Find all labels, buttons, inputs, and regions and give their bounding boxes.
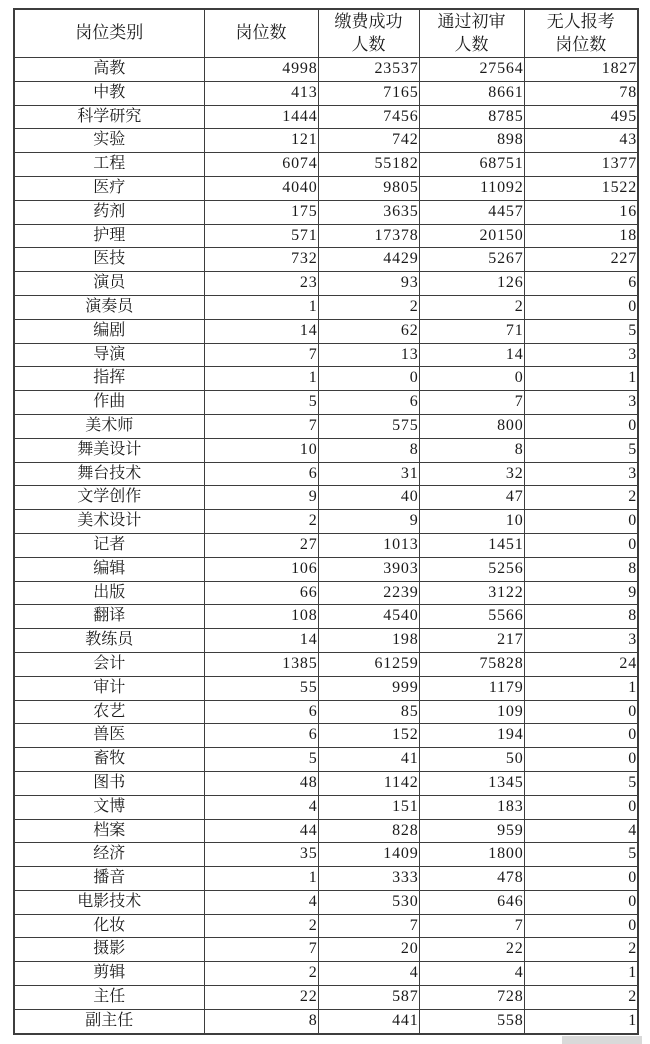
table-row [14,272,638,296]
no-applicant-positions-cell: 1 [524,962,638,986]
positions-count-cell: 106 [204,557,318,581]
positions-count-cell: 4998 [204,58,318,82]
no-applicant-positions-cell: 0 [524,795,638,819]
column-header-line: 人数 [351,34,386,54]
table-row [14,391,638,415]
table-row [14,676,638,700]
no-applicant-positions-cell: 2 [524,938,638,962]
column-header-line: 岗位数 [235,23,287,43]
table-row [14,510,638,534]
positions-count-cell: 175 [204,200,318,224]
positions-count-cell: 27 [204,533,318,557]
paid-success-count-cell: 8 [318,438,419,462]
paid-success-count-cell: 4429 [318,248,419,272]
scan-artifact [562,1036,642,1044]
table-row [14,200,638,224]
paid-success-count-cell: 1142 [318,771,419,795]
passed-review-count-cell: 20150 [419,224,524,248]
table-row [14,795,638,819]
recruitment-stats-table [13,8,639,1035]
category-cell: 作曲 [14,391,204,415]
paid-success-count-cell: 152 [318,724,419,748]
paid-success-count-cell: 1013 [318,533,419,557]
passed-review-count-cell: 109 [419,700,524,724]
paid-success-count-cell: 9 [318,510,419,534]
positions-count-cell: 1 [204,867,318,891]
column-header-line: 人数 [454,34,489,54]
no-applicant-positions-cell: 5 [524,843,638,867]
paid-success-count-cell: 742 [318,129,419,153]
positions-count-cell: 35 [204,843,318,867]
positions-count-cell: 14 [204,629,318,653]
positions-count-cell: 7 [204,343,318,367]
paid-success-count-cell: 7 [318,914,419,938]
table-row [14,105,638,129]
table-row [14,462,638,486]
no-applicant-positions-cell: 3 [524,462,638,486]
paid-success-count-cell: 40 [318,486,419,510]
paid-success-count-cell: 4 [318,962,419,986]
passed-review-count-cell: 8785 [419,105,524,129]
passed-review-count-cell: 1345 [419,771,524,795]
category-cell: 播音 [14,867,204,891]
no-applicant-positions-cell: 1827 [524,58,638,82]
positions-count-cell: 8 [204,1009,318,1033]
no-applicant-positions-cell: 9 [524,581,638,605]
positions-count-cell: 1 [204,367,318,391]
passed-review-count-cell: 558 [419,1009,524,1033]
positions-count-cell: 1444 [204,105,318,129]
passed-review-count-cell: 800 [419,414,524,438]
category-cell: 医疗 [14,176,204,200]
column-header-line: 岗位数 [555,34,607,54]
passed-review-count-cell: 47 [419,486,524,510]
passed-review-count-cell: 5256 [419,557,524,581]
positions-count-cell: 7 [204,938,318,962]
category-cell: 摄影 [14,938,204,962]
no-applicant-positions-cell: 1522 [524,176,638,200]
paid-success-count-cell: 41 [318,748,419,772]
table-row [14,129,638,153]
no-applicant-positions-cell: 1 [524,367,638,391]
category-cell: 工程 [14,153,204,177]
no-applicant-positions-cell: 2 [524,986,638,1010]
positions-count-cell: 66 [204,581,318,605]
paid-success-count-cell: 151 [318,795,419,819]
table-row [14,867,638,891]
paid-success-count-cell: 23537 [318,58,419,82]
table-row [14,843,638,867]
no-applicant-positions-cell: 24 [524,652,638,676]
no-applicant-positions-cell: 5 [524,438,638,462]
paid-success-count-cell: 31 [318,462,419,486]
positions-count-cell: 48 [204,771,318,795]
paid-success-count-cell: 55182 [318,153,419,177]
positions-count-cell: 5 [204,391,318,415]
positions-count-cell: 5 [204,748,318,772]
passed-review-count-cell: 8661 [419,81,524,105]
table-row [14,533,638,557]
category-cell: 实验 [14,129,204,153]
category-cell: 主任 [14,986,204,1010]
category-cell: 编辑 [14,557,204,581]
table-row [14,319,638,343]
no-applicant-positions-cell: 18 [524,224,638,248]
paid-success-count-cell: 333 [318,867,419,891]
category-cell: 审计 [14,676,204,700]
passed-review-count-cell: 4 [419,962,524,986]
table-row [14,938,638,962]
no-applicant-positions-cell: 8 [524,557,638,581]
no-applicant-positions-cell: 16 [524,200,638,224]
paid-success-count-cell: 198 [318,629,419,653]
positions-count-cell: 10 [204,438,318,462]
passed-review-count-cell: 1179 [419,676,524,700]
category-cell: 化妆 [14,914,204,938]
passed-review-count-cell: 10 [419,510,524,534]
passed-review-count-cell: 8 [419,438,524,462]
table-row [14,962,638,986]
category-cell: 剪辑 [14,962,204,986]
no-applicant-positions-cell: 43 [524,129,638,153]
positions-count-cell: 121 [204,129,318,153]
positions-count-cell: 2 [204,914,318,938]
no-applicant-positions-cell: 0 [524,890,638,914]
positions-count-cell: 2 [204,510,318,534]
paid-success-count-cell: 530 [318,890,419,914]
paid-success-count-cell: 7165 [318,81,419,105]
passed-review-count-cell: 3122 [419,581,524,605]
positions-count-cell: 4040 [204,176,318,200]
passed-review-count-cell: 22 [419,938,524,962]
passed-review-count-cell: 27564 [419,58,524,82]
positions-count-cell: 6 [204,462,318,486]
positions-count-cell: 7 [204,414,318,438]
passed-review-count-cell: 4457 [419,200,524,224]
passed-review-count-cell: 0 [419,367,524,391]
category-cell: 美术师 [14,414,204,438]
paid-success-count-cell: 93 [318,272,419,296]
table-row [14,224,638,248]
paid-success-count-cell: 3635 [318,200,419,224]
no-applicant-positions-cell: 5 [524,319,638,343]
category-cell: 畜牧 [14,748,204,772]
passed-review-count-cell: 646 [419,890,524,914]
no-applicant-positions-cell: 0 [524,867,638,891]
passed-review-count-cell: 2 [419,295,524,319]
category-cell: 编剧 [14,319,204,343]
passed-review-count-cell: 126 [419,272,524,296]
category-cell: 文博 [14,795,204,819]
no-applicant-positions-cell: 78 [524,81,638,105]
no-applicant-positions-cell: 1377 [524,153,638,177]
table-row [14,914,638,938]
positions-count-cell: 23 [204,272,318,296]
table-row [14,1009,638,1033]
passed-review-count-cell: 75828 [419,652,524,676]
table-row [14,58,638,82]
table-header-row [14,9,638,58]
positions-count-cell: 44 [204,819,318,843]
no-applicant-positions-cell: 3 [524,343,638,367]
positions-count-cell: 108 [204,605,318,629]
category-cell: 药剂 [14,200,204,224]
paid-success-count-cell: 17378 [318,224,419,248]
positions-count-cell: 4 [204,890,318,914]
no-applicant-positions-cell: 1 [524,1009,638,1033]
table-row [14,605,638,629]
column-header-line: 岗位类别 [75,23,144,43]
table-row [14,748,638,772]
passed-review-count-cell: 7 [419,914,524,938]
category-cell: 农艺 [14,700,204,724]
no-applicant-positions-cell: 0 [524,748,638,772]
no-applicant-positions-cell: 0 [524,724,638,748]
table-row [14,295,638,319]
no-applicant-positions-cell: 3 [524,629,638,653]
paid-success-count-cell: 441 [318,1009,419,1033]
table-row [14,414,638,438]
category-cell: 电影技术 [14,890,204,914]
table-row [14,771,638,795]
passed-review-count-cell: 194 [419,724,524,748]
paid-success-count-cell: 13 [318,343,419,367]
no-applicant-positions-cell: 0 [524,295,638,319]
column-header [419,9,524,58]
paid-success-count-cell: 7456 [318,105,419,129]
no-applicant-positions-cell: 5 [524,771,638,795]
positions-count-cell: 14 [204,319,318,343]
table-row [14,724,638,748]
paid-success-count-cell: 575 [318,414,419,438]
table-row [14,248,638,272]
category-cell: 美术设计 [14,510,204,534]
category-cell: 出版 [14,581,204,605]
table-row [14,153,638,177]
passed-review-count-cell: 728 [419,986,524,1010]
table-row [14,367,638,391]
paid-success-count-cell: 6 [318,391,419,415]
category-cell: 记者 [14,533,204,557]
paid-success-count-cell: 2 [318,295,419,319]
category-cell: 舞美设计 [14,438,204,462]
positions-count-cell: 413 [204,81,318,105]
category-cell: 图书 [14,771,204,795]
column-header [318,9,419,58]
category-cell: 档案 [14,819,204,843]
no-applicant-positions-cell: 227 [524,248,638,272]
paid-success-count-cell: 20 [318,938,419,962]
paid-success-count-cell: 0 [318,367,419,391]
positions-count-cell: 6 [204,700,318,724]
no-applicant-positions-cell: 4 [524,819,638,843]
category-cell: 演奏员 [14,295,204,319]
column-header-line: 缴费成功 [334,11,403,31]
category-cell: 中教 [14,81,204,105]
positions-count-cell: 6074 [204,153,318,177]
table-row [14,819,638,843]
column-header [14,9,204,58]
no-applicant-positions-cell: 8 [524,605,638,629]
positions-count-cell: 22 [204,986,318,1010]
passed-review-count-cell: 14 [419,343,524,367]
positions-count-cell: 4 [204,795,318,819]
positions-count-cell: 55 [204,676,318,700]
table-row [14,343,638,367]
table-row [14,438,638,462]
passed-review-count-cell: 11092 [419,176,524,200]
category-cell: 经济 [14,843,204,867]
column-header-line: 无人报考 [546,11,615,31]
passed-review-count-cell: 1800 [419,843,524,867]
table-row [14,581,638,605]
no-applicant-positions-cell: 2 [524,486,638,510]
no-applicant-positions-cell: 6 [524,272,638,296]
category-cell: 医技 [14,248,204,272]
positions-count-cell: 2 [204,962,318,986]
column-header [524,9,638,58]
no-applicant-positions-cell: 495 [524,105,638,129]
table-row [14,557,638,581]
passed-review-count-cell: 5267 [419,248,524,272]
passed-review-count-cell: 5566 [419,605,524,629]
table-row [14,176,638,200]
no-applicant-positions-cell: 0 [524,914,638,938]
positions-count-cell: 732 [204,248,318,272]
paid-success-count-cell: 9805 [318,176,419,200]
category-cell: 文学创作 [14,486,204,510]
table-row [14,986,638,1010]
positions-count-cell: 1 [204,295,318,319]
table-row [14,890,638,914]
category-cell: 科学研究 [14,105,204,129]
paid-success-count-cell: 85 [318,700,419,724]
category-cell: 护理 [14,224,204,248]
category-cell: 舞台技术 [14,462,204,486]
passed-review-count-cell: 68751 [419,153,524,177]
table-row [14,81,638,105]
passed-review-count-cell: 183 [419,795,524,819]
passed-review-count-cell: 898 [419,129,524,153]
passed-review-count-cell: 959 [419,819,524,843]
column-header [204,9,318,58]
table-row [14,700,638,724]
category-cell: 导演 [14,343,204,367]
paid-success-count-cell: 828 [318,819,419,843]
passed-review-count-cell: 217 [419,629,524,653]
passed-review-count-cell: 71 [419,319,524,343]
category-cell: 翻译 [14,605,204,629]
positions-count-cell: 1385 [204,652,318,676]
paid-success-count-cell: 61259 [318,652,419,676]
paid-success-count-cell: 999 [318,676,419,700]
column-header-line: 通过初审 [437,11,506,31]
category-cell: 兽医 [14,724,204,748]
no-applicant-positions-cell: 1 [524,676,638,700]
no-applicant-positions-cell: 0 [524,510,638,534]
category-cell: 高教 [14,58,204,82]
passed-review-count-cell: 32 [419,462,524,486]
paid-success-count-cell: 1409 [318,843,419,867]
positions-count-cell: 6 [204,724,318,748]
paid-success-count-cell: 2239 [318,581,419,605]
paid-success-count-cell: 62 [318,319,419,343]
paid-success-count-cell: 3903 [318,557,419,581]
paid-success-count-cell: 587 [318,986,419,1010]
category-cell: 副主任 [14,1009,204,1033]
positions-count-cell: 9 [204,486,318,510]
passed-review-count-cell: 50 [419,748,524,772]
no-applicant-positions-cell: 0 [524,533,638,557]
table-row [14,652,638,676]
passed-review-count-cell: 478 [419,867,524,891]
table-row [14,486,638,510]
category-cell: 教练员 [14,629,204,653]
passed-review-count-cell: 1451 [419,533,524,557]
passed-review-count-cell: 7 [419,391,524,415]
positions-count-cell: 571 [204,224,318,248]
paid-success-count-cell: 4540 [318,605,419,629]
category-cell: 演员 [14,272,204,296]
category-cell: 会计 [14,652,204,676]
table-row [14,629,638,653]
no-applicant-positions-cell: 3 [524,391,638,415]
category-cell: 指挥 [14,367,204,391]
no-applicant-positions-cell: 0 [524,700,638,724]
no-applicant-positions-cell: 0 [524,414,638,438]
